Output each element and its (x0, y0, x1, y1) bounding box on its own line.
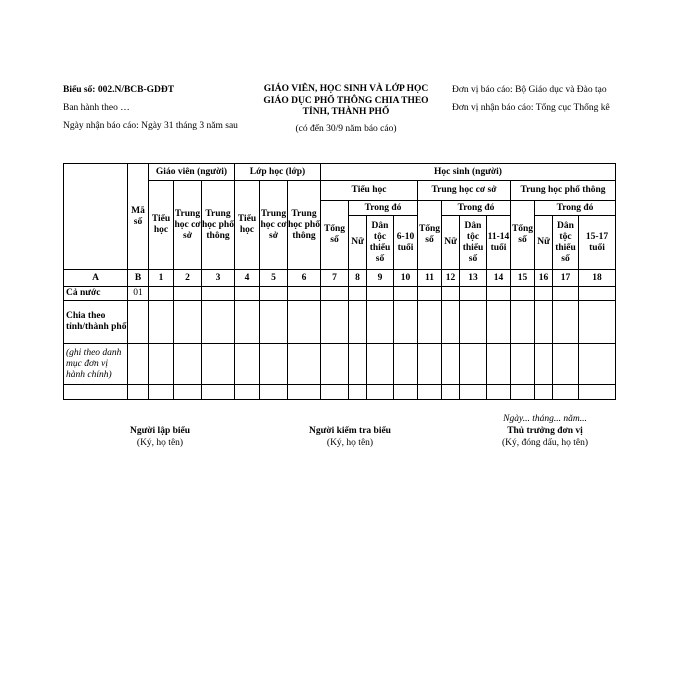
row-code: 01 (128, 287, 149, 301)
table-row (64, 301, 616, 344)
lower-ethnic-minority: Dân tộc thiểu số (460, 216, 487, 270)
index-cell: 9 (367, 270, 394, 287)
index-cell: 1 (149, 270, 174, 287)
reporting-unit: Đơn vị báo cáo: Bộ Giáo dục và Đào tạo (452, 85, 607, 95)
reporting-units (452, 84, 652, 120)
primary-age-group: 6-10 tuổi (394, 216, 418, 270)
teachers-primary: Tiểu học (149, 181, 174, 270)
preparer-title: Người lập biểu (129, 426, 191, 436)
primary-female: Nữ (349, 216, 367, 270)
primary-of-which: Trong đó (349, 201, 418, 216)
blank-header-cell (64, 164, 128, 270)
students-primary-header: Tiểu học (321, 181, 418, 201)
index-cell: 10 (394, 270, 418, 287)
title-line-1: GIÁO VIÊN, HỌC SINH VÀ LỚP HỌC (263, 84, 429, 94)
index-cell: 5 (260, 270, 288, 287)
checker-title: Người kiểm tra biểu (309, 426, 391, 436)
index-cell: A (64, 270, 128, 287)
preparer-signature (100, 425, 220, 449)
index-cell: 12 (442, 270, 460, 287)
index-cell: B (128, 270, 149, 287)
title-line-2: GIÁO DỤC PHỔ THÔNG CHIA THEO (263, 95, 429, 106)
title-subtitle: (có đến 30/9 năm báo cáo) (295, 123, 397, 134)
teachers-header: Giáo viên (người) (149, 164, 235, 181)
form-code: Biểu số: 002.N/BCB-GDĐT (63, 85, 175, 95)
students-lower-secondary-header: Trung học cơ sở (418, 181, 511, 201)
receive-date: Ngày nhận báo cáo: Ngày 31 tháng 3 năm sau (63, 121, 238, 131)
index-cell: 14 (487, 270, 511, 287)
issued-by: Ban hành theo … (63, 103, 130, 113)
index-cell: 17 (553, 270, 579, 287)
index-cell: 7 (321, 270, 349, 287)
index-cell: 3 (202, 270, 235, 287)
lower-total: Tổng số (418, 201, 442, 270)
title-line-3: TỈNH, THÀNH PHỐ (302, 107, 390, 117)
checker-note: (Ký, họ tên) (326, 438, 374, 448)
lower-female: Nữ (442, 216, 460, 270)
checker-signature (280, 425, 420, 449)
row-label-ca-nuoc: Cả nước (64, 287, 128, 301)
upper-of-which: Trong đó (535, 201, 616, 216)
upper-female: Nữ (535, 216, 553, 270)
index-cell: 18 (579, 270, 616, 287)
row-label-note: (ghi theo danh mục đơn vị hành chính) (64, 344, 128, 385)
upper-age-group: 15-17 tuổi (579, 216, 616, 270)
index-cell: 4 (235, 270, 260, 287)
preparer-note: (Ký, họ tên) (136, 438, 184, 448)
table-row (64, 385, 616, 400)
statistics-table (63, 163, 616, 400)
table-row (64, 344, 616, 385)
report-title (248, 84, 444, 135)
index-cell: 2 (174, 270, 202, 287)
head-title: Thủ trưởng đơn vị (507, 426, 583, 436)
index-cell: 11 (418, 270, 442, 287)
lower-age-group: 11-14 tuổi (487, 216, 511, 270)
students-header: Học sinh (người) (321, 164, 616, 181)
index-cell: 8 (349, 270, 367, 287)
index-cell: 6 (288, 270, 321, 287)
index-cell: 16 (535, 270, 553, 287)
sign-date: Ngày... tháng... năm... (503, 414, 587, 424)
primary-total: Tổng số (321, 201, 349, 270)
column-index-row (64, 270, 616, 287)
receiving-unit: Đơn vị nhận báo cáo: Tổng cục Thống kê (452, 103, 610, 113)
upper-ethnic-minority: Dân tộc thiểu số (553, 216, 579, 270)
index-cell: 15 (511, 270, 535, 287)
teachers-upper-secondary: Trung học phổ thông (202, 181, 235, 270)
row-label-chia-theo: Chia theo tỉnh/thành phố (64, 301, 128, 344)
classes-primary: Tiểu học (235, 181, 260, 270)
ma-so-header: Mã số (128, 164, 149, 270)
students-upper-secondary-header: Trung học phổ thông (511, 181, 616, 201)
index-cell: 13 (460, 270, 487, 287)
upper-total: Tổng số (511, 201, 535, 270)
classes-lower-secondary: Trung học cơ sở (260, 181, 288, 270)
head-signature (460, 413, 630, 449)
primary-ethnic-minority: Dân tộc thiểu số (367, 216, 394, 270)
table-row (64, 287, 616, 301)
lower-of-which: Trong đó (442, 201, 511, 216)
classes-header: Lớp học (lớp) (235, 164, 321, 181)
classes-upper-secondary: Trung học phổ thông (288, 181, 321, 270)
teachers-lower-secondary: Trung học cơ sở (174, 181, 202, 270)
head-note: (Ký, đóng dấu, họ tên) (501, 438, 588, 448)
form-info (63, 84, 243, 138)
